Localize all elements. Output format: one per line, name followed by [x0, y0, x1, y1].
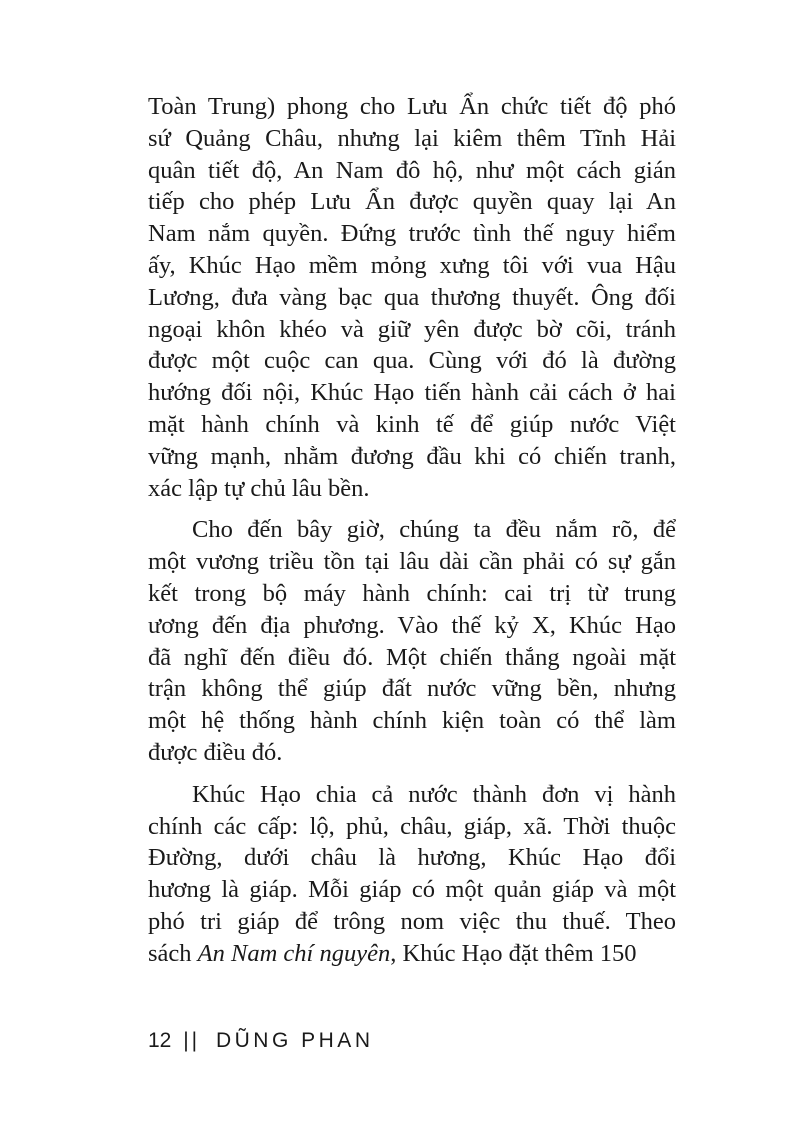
text-line: hướng đối nội, Khúc Hạo tiến hành cải cách ở hai — [148, 379, 676, 407]
text-line: đã nghĩ đến điều đó. Một chiến thắng ngoài mặt — [148, 643, 676, 671]
text-line: mặt hành chính và kinh tế để giúp nước Việt — [148, 410, 676, 438]
text-line: xác lập tự chủ lâu bền. — [148, 474, 370, 502]
footer-separator: || — [183, 1029, 201, 1052]
text-line: được một cuộc can qua. Cùng với đó là đường — [148, 347, 676, 375]
text-line: hương là giáp. Mỗi giáp có một quản giáp và một — [148, 876, 676, 904]
page-footer — [148, 1029, 373, 1053]
text-segment: , Khúc Hạo đặt thêm 150 — [390, 939, 637, 967]
text-line: tiếp cho phép Lưu Ẩn được quyền quay lại An — [148, 188, 676, 216]
text-line: một vương triều tồn tại lâu dài cần phải có sự gắn — [148, 548, 676, 576]
text-line: Nam nắm quyền. Đứng trước tình thế nguy hiểm — [148, 220, 676, 248]
paragraph — [148, 779, 676, 970]
text-line: Đường, dưới châu là hương, Khúc Hạo đổi — [148, 844, 676, 872]
text-line: Khúc Hạo chia cả nước thành đơn vị hành — [192, 780, 676, 808]
text-line: ấy, Khúc Hạo mềm mỏng xưng tôi với vua Hậu — [148, 251, 676, 279]
text-line: kết trong bộ máy hành chính: cai trị từ trung — [148, 579, 676, 607]
page-number: 12 — [148, 1029, 172, 1052]
paragraph — [148, 91, 676, 504]
body-text — [148, 91, 676, 980]
text-line: Lương, đưa vàng bạc qua thương thuyết. Ông đối — [148, 283, 676, 311]
paragraph — [148, 514, 676, 768]
text-line: chính các cấp: lộ, phủ, châu, giáp, xã. Thời thuộc — [148, 812, 676, 840]
text-line: trận không thể giúp đất nước vững bền, nhưng — [148, 675, 676, 703]
text-line: vững mạnh, nhằm đương đầu khi có chiến tranh, — [148, 442, 676, 470]
text-line: ngoại khôn khéo và giữ yên được bờ cõi, tránh — [148, 315, 676, 343]
text-line — [148, 938, 676, 970]
book-title: An Nam chí nguyên — [197, 939, 391, 967]
text-line: Toàn Trung) phong cho Lưu Ẩn chức tiết độ phó — [148, 93, 676, 120]
author-name: DŨNG PHAN — [215, 1029, 374, 1052]
text-segment: sách — [148, 939, 198, 967]
text-line: phó tri giáp để trông nom việc thu thuế. Theo — [148, 907, 676, 935]
text-line: Cho đến bây giờ, chúng ta đều nắm rõ, để — [192, 516, 676, 544]
text-line: một hệ thống hành chính kiện toàn có thể làm — [148, 707, 676, 735]
text-line: sứ Quảng Châu, nhưng lại kiêm thêm Tĩnh Hải — [148, 124, 676, 152]
text-line: được điều đó. — [148, 738, 283, 766]
text-line: quân tiết độ, An Nam đô hộ, như một cách gián — [148, 156, 676, 184]
text-line: ương đến địa phương. Vào thế kỷ X, Khúc Hạo — [148, 611, 676, 639]
